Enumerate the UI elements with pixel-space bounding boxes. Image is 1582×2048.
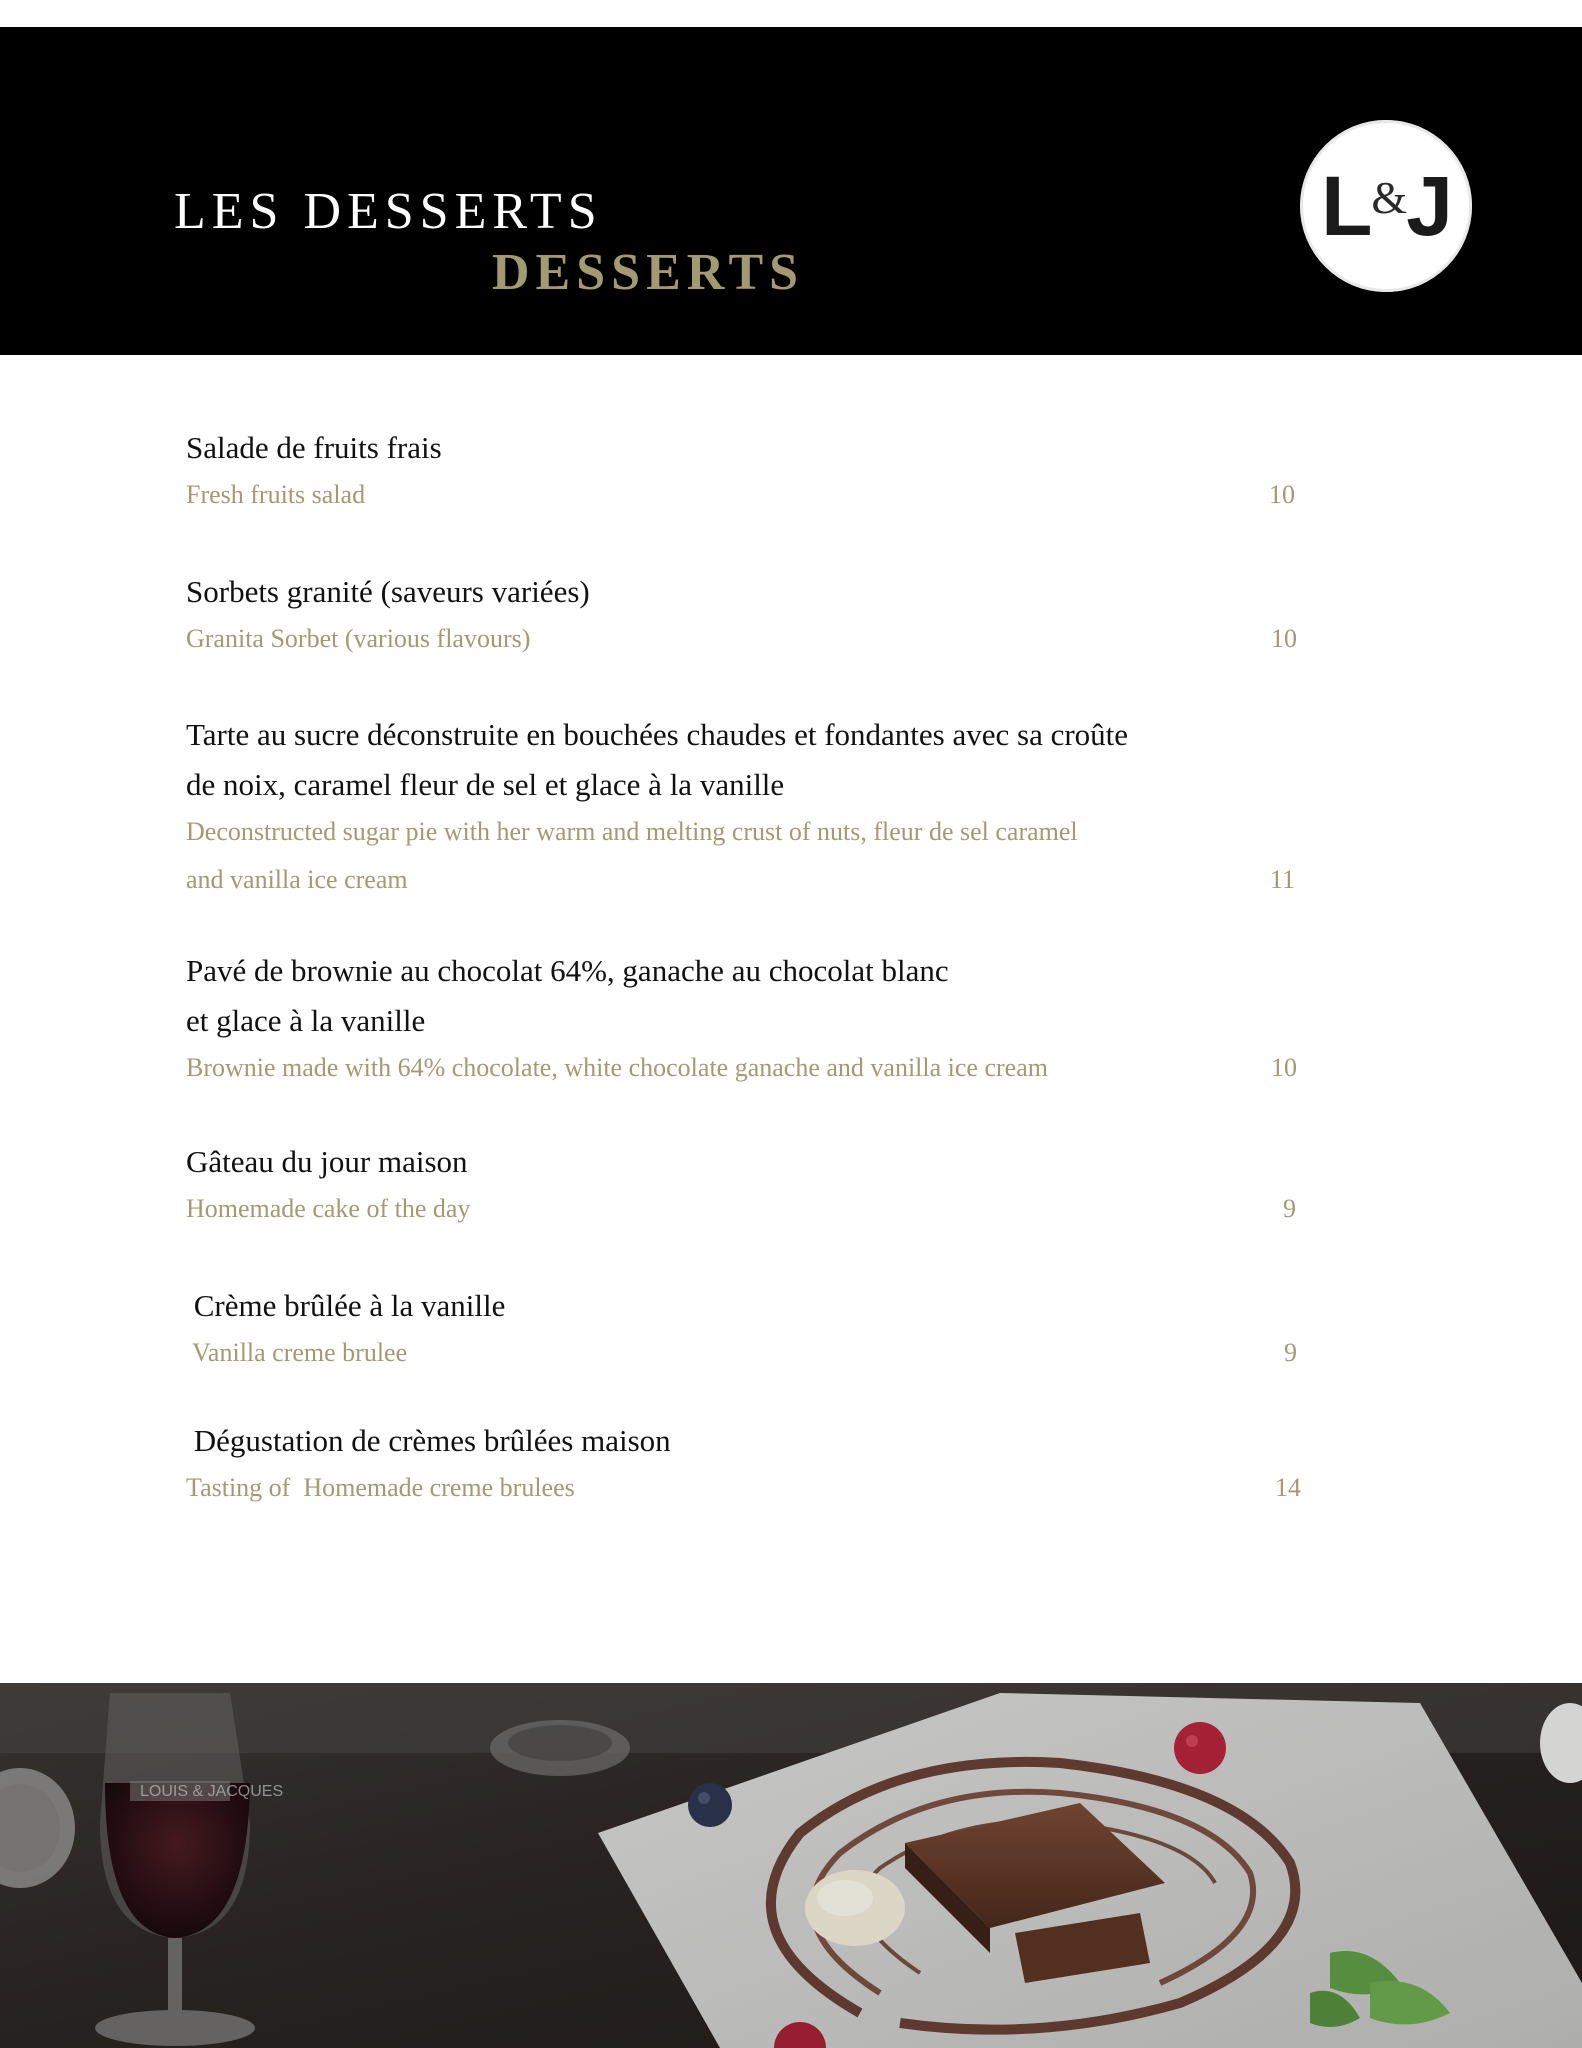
item-name-french-line-2: de noix, caramel fleur de sel et glace à la vanille — [186, 767, 785, 802]
restaurant-logo — [1300, 120, 1472, 292]
item-name-french: Crème brûlée à la vanille — [186, 1288, 506, 1323]
title-french: LES DESSERTS — [174, 183, 603, 240]
item-name-english: Granita Sorbet (various flavours) — [186, 624, 531, 653]
item-name-french: Sorbets granité (saveurs variées) — [186, 574, 590, 609]
item-name-english-line-2: and vanilla ice cream — [186, 865, 408, 894]
item-name-french: Tarte au sucre déconstruite en bouchées chaudes et fondantes avec sa croûte — [186, 717, 1129, 752]
logo-letter-l: L — [1321, 159, 1371, 253]
menu-item-brownie — [186, 946, 1306, 1094]
logo-letter-j: J — [1406, 159, 1451, 253]
item-price: 14 — [1275, 1473, 1301, 1502]
item-price: 10 — [1271, 1053, 1297, 1082]
item-name-english: Deconstructed sugar pie with her warm and melting crust of nuts, fleur de sel caramel — [186, 817, 1078, 846]
item-price: 9 — [1283, 1194, 1296, 1223]
menu-item-sorbet — [186, 567, 1306, 665]
item-name-french: Gâteau du jour maison — [186, 1144, 468, 1179]
item-name-french: Salade de fruits frais — [186, 430, 442, 465]
menu-header — [0, 27, 1582, 355]
item-name-french: Pavé de brownie au chocolat 64%, ganache au chocolat blanc — [186, 953, 949, 988]
menu-item-creme-brulee-tasting — [186, 1416, 1306, 1514]
item-price: 10 — [1269, 480, 1295, 509]
menu-item-sugar-pie — [186, 710, 1306, 906]
item-name-english: Tasting of Homemade creme brulees — [186, 1473, 575, 1502]
item-price: 10 — [1271, 624, 1297, 653]
item-name-english: Homemade cake of the day — [186, 1194, 471, 1223]
glass-etching-text: LOUIS & JACQUES — [140, 1783, 284, 1800]
item-price: 11 — [1270, 865, 1296, 894]
item-name-french: Dégustation de crèmes brûlées maison — [186, 1423, 671, 1458]
menu-item-creme-brulee — [186, 1281, 1306, 1379]
item-name-english: Brownie made with 64% chocolate, white chocolate ganache and vanilla ice cream — [186, 1053, 1048, 1082]
dessert-photo — [0, 1683, 1582, 2048]
menu-item-cake-of-the-day — [186, 1137, 1306, 1235]
item-name-english: Vanilla creme brulee — [186, 1338, 408, 1367]
item-name-english: Fresh fruits salad — [186, 480, 366, 509]
item-price: 9 — [1284, 1338, 1297, 1367]
title-english: DESSERTS — [492, 244, 805, 301]
item-name-french-line-2: et glace à la vanille — [186, 1003, 426, 1038]
menu-item-fruit-salad — [186, 423, 1306, 521]
logo-ampersand: & — [1371, 172, 1406, 223]
